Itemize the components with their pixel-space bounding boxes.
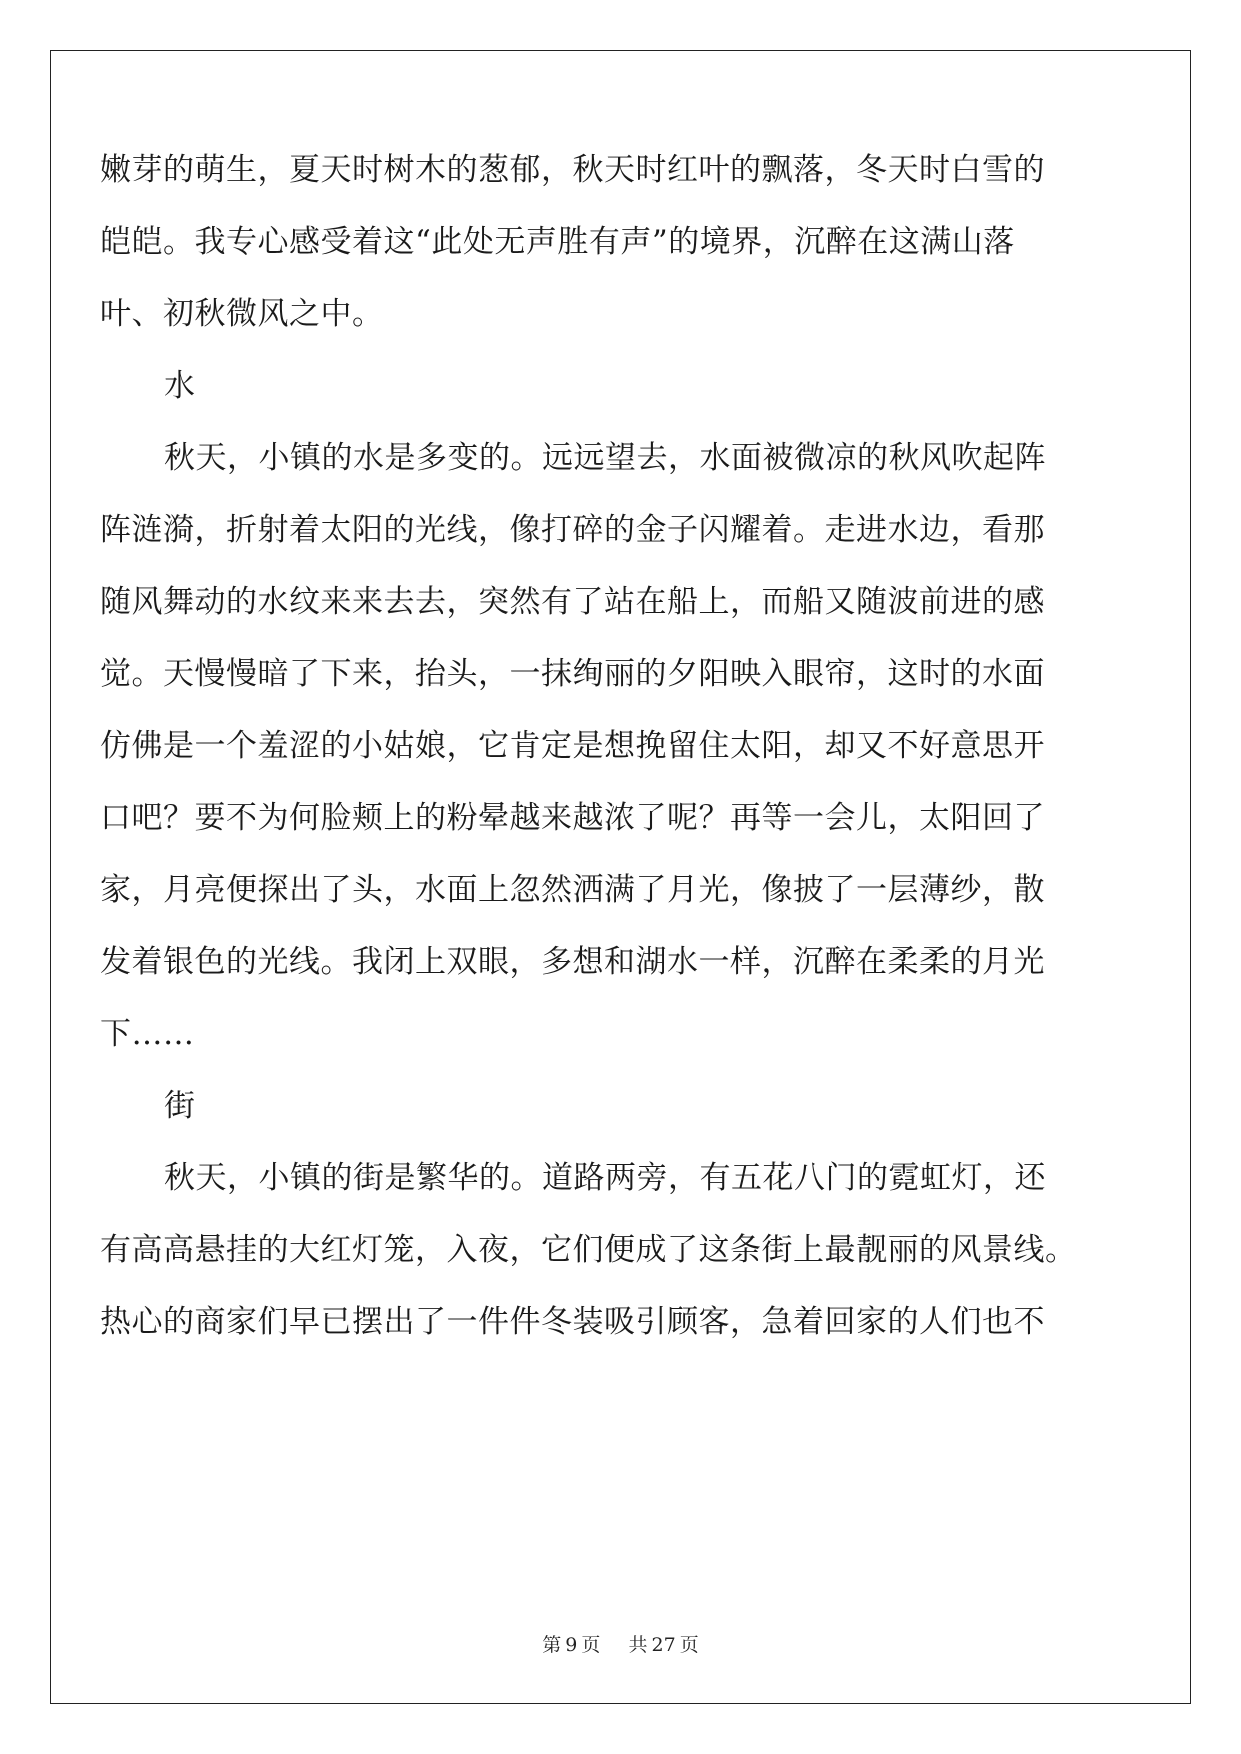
page-label-suffix: 页	[581, 1634, 601, 1656]
body-line: 皑皑。我专心感受着这“此处无声胜有声”的境界，沉醉在这满山落	[100, 224, 1015, 260]
page-number: 9	[565, 1634, 578, 1656]
body-line: 仿佛是一个羞涩的小姑娘，它肯定是想挽留住太阳，却又不好意思开	[100, 728, 1045, 764]
section-heading-water: 水	[164, 368, 196, 404]
body-line: 觉。天慢慢暗了下来，抬头，一抹绚丽的夕阳映入眼帘，这时的水面	[100, 656, 1045, 692]
body-line: 口吧？要不为何脸颊上的粉晕越来越浓了呢？再等一会儿，太阳回了	[100, 800, 1045, 836]
total-label-prefix: 共	[628, 1634, 648, 1656]
section-heading-street: 街	[164, 1088, 196, 1124]
body-line: 随风舞动的水纹来来去去，突然有了站在船上，而船又随波前进的感	[100, 584, 1045, 620]
body-line: 阵涟漪，折射着太阳的光线，像打碎的金子闪耀着。走进水边，看那	[100, 512, 1045, 548]
body-line: 发着银色的光线。我闭上双眼，多想和湖水一样，沉醉在柔柔的月光	[100, 944, 1045, 980]
body-line: 秋天，小镇的水是多变的。远远望去，水面被微凉的秋风吹起阵	[164, 440, 1046, 476]
body-line: 家，月亮便探出了头，水面上忽然洒满了月光，像披了一层薄纱，散	[100, 872, 1045, 908]
body-line: 下……	[100, 1016, 195, 1052]
body-line: 秋天，小镇的街是繁华的。道路两旁，有五花八门的霓虹灯，还	[164, 1160, 1046, 1196]
body-line: 嫩芽的萌生，夏天时树木的葱郁，秋天时红叶的飘落，冬天时白雪的	[100, 152, 1045, 188]
total-label-suffix: 页	[679, 1634, 699, 1656]
page-label-prefix: 第	[542, 1634, 562, 1656]
body-line: 叶、初秋微风之中。	[100, 296, 384, 332]
body-line: 热心的商家们早已摆出了一件件冬装吸引顾客，急着回家的人们也不	[100, 1304, 1045, 1340]
body-line: 有高高悬挂的大红灯笼，入夜，它们便成了这条街上最靓丽的风景线。	[100, 1232, 1077, 1268]
total-pages: 27	[651, 1634, 676, 1656]
page-footer	[0, 1630, 1241, 1657]
